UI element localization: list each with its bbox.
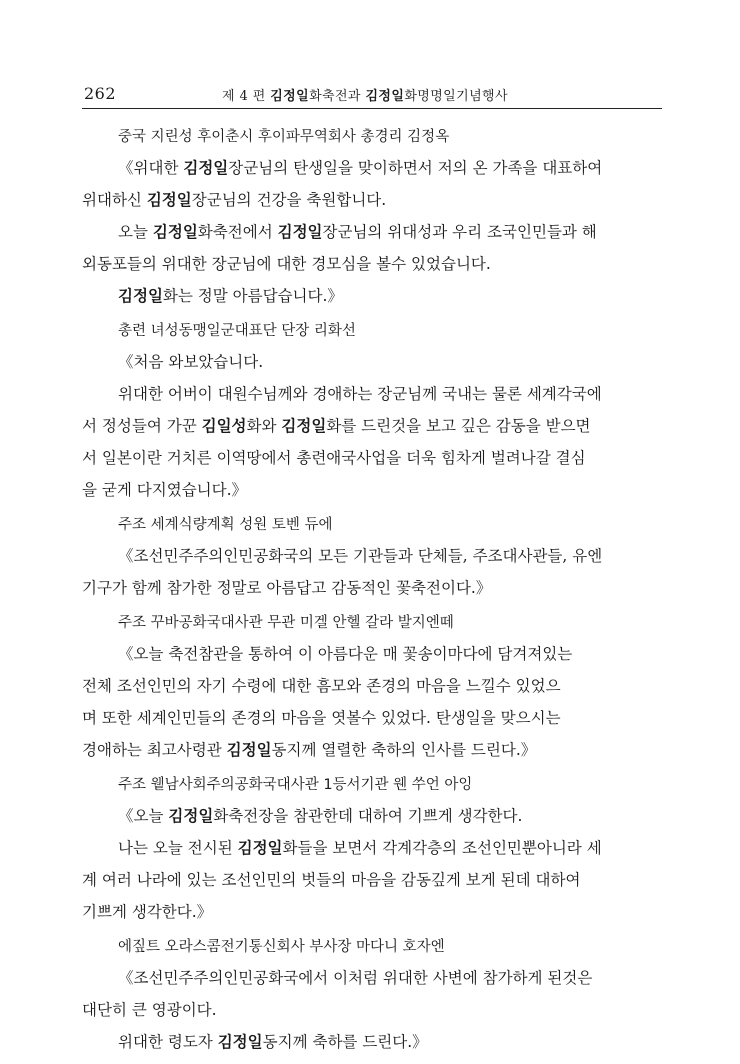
quote-line <box>82 638 662 670</box>
title-name-bold: 김정일 <box>270 89 310 104</box>
quote-text: 위대한 령도자 <box>118 1033 218 1051</box>
quote-text: 나는 오늘 전시된 <box>118 839 238 857</box>
bold-name: 김정일 <box>152 223 198 241</box>
quote-text: 장군님의 탄생일을 맞이하면서 저의 온 가족을 대표하여 <box>228 159 603 177</box>
testimonial-entry <box>82 124 662 318</box>
quote-text: 기구가 함께 참가한 정말로 아름답고 감동적인 꽃축전이다.》 <box>82 579 492 597</box>
quote-text: 위대하신 <box>82 191 147 209</box>
quote-line <box>82 702 662 734</box>
title-text: 화축전과 <box>309 89 366 104</box>
entry-spacer <box>82 1058 662 1064</box>
bold-name: 김정일 <box>118 287 163 305</box>
quote-line <box>82 540 662 572</box>
quote-text: 위대한 어버이 대원수님께와 경애하는 장군님께 국내는 물론 세계각국에 <box>118 385 602 403</box>
running-title <box>222 85 508 104</box>
title-text: 화명명일기념행사 <box>404 89 508 104</box>
quote-line <box>82 896 662 928</box>
quote-line <box>82 962 662 994</box>
page-header <box>82 84 662 109</box>
quote-text: 화축전에서 <box>197 223 278 241</box>
quote-text: 《조선민주주의인민공화국의 모든 기관들과 단체들, 주조대사관들, 유엔 <box>118 547 603 565</box>
speaker-attribution: 주조 세계식량계획 성원 토벤 듀에 <box>118 517 333 533</box>
quote-line <box>82 410 662 442</box>
quote-text: 장군님의 건강을 축원합니다. <box>191 191 387 209</box>
quote-text: 화를 드린것을 보고 깊은 감동을 받으면 <box>326 417 591 435</box>
quote-text: 화는 정말 아름답습니다.》 <box>162 287 343 305</box>
quote-line <box>82 442 662 474</box>
quote-text: 서 일본이란 거치른 이역땅에서 총련애국사업을 더욱 힘차게 벌려나갈 결심 <box>82 449 586 467</box>
quote-text: 오늘 <box>118 223 153 241</box>
quote-line <box>82 216 662 248</box>
quote-text: 화와 <box>246 417 282 435</box>
testimonial-entry <box>82 772 662 934</box>
bold-name: 김정일 <box>183 159 229 177</box>
quote-line <box>82 1026 662 1058</box>
speaker-attribution: 주조 꾸바공화국대사관 무관 미겔 안헬 갈라 발지엔떼 <box>118 615 454 631</box>
bold-name: 김정일 <box>237 839 283 857</box>
quote-text: 《오늘 축전참관을 통하여 이 아름다운 매 꽃송이마다에 담겨져있는 <box>118 645 573 663</box>
quote-text: 장군님의 위대성과 우리 조국인민들과 해 <box>322 223 597 241</box>
quote-line <box>82 864 662 896</box>
quote-text: 《위대한 <box>118 159 184 177</box>
bold-name: 김정일 <box>168 807 214 825</box>
testimonial-entry <box>82 318 662 512</box>
testimonial-entry <box>82 512 662 610</box>
quote-line <box>82 572 662 604</box>
bold-name: 김정일 <box>146 191 192 209</box>
quote-line <box>82 152 662 184</box>
quote-line <box>82 184 662 216</box>
speaker-attribution: 에짚트 오라스콤전기통신회사 부사장 마다니 호자엔 <box>118 939 445 955</box>
testimonial-entry <box>82 610 662 772</box>
quote-text: 동지께 축하를 드린다.》 <box>262 1033 428 1051</box>
quote-text: 서 정성들여 가꾼 <box>82 417 202 435</box>
quote-line <box>82 248 662 280</box>
speaker-attribution: 주조 윁남사회주의공화국대사관 1등서기관 웬 쑤언 아잉 <box>118 777 473 793</box>
quote-line <box>82 474 662 506</box>
quote-text: 《처음 와보았습니다. <box>118 353 264 371</box>
quote-text: 계 여러 나라에 있는 조선인민의 벗들의 마음을 감동깊게 보게 된데 대하여 <box>82 871 581 889</box>
quote-text: 며 또한 세계인민들의 존경의 마음을 엿볼수 있었다. 탄생일을 맞으시는 <box>82 709 561 727</box>
quote-line <box>82 280 662 312</box>
bold-name: 김일성 <box>201 417 247 435</box>
quote-text: 대단히 큰 영광이다. <box>82 1001 217 1019</box>
quote-line <box>82 670 662 702</box>
title-name-bold: 김정일 <box>365 89 405 104</box>
quote-text: 을 굳게 다지였습니다.》 <box>82 481 248 499</box>
quote-line <box>82 346 662 378</box>
quote-line <box>82 800 662 832</box>
quote-text: 화축전장을 참관한데 대하여 기쁘게 생각한다. <box>213 807 523 825</box>
page-body <box>82 124 662 1064</box>
testimonial-entry <box>82 934 662 1064</box>
quote-text: 기쁘게 생각한다.》 <box>82 903 213 921</box>
quote-line <box>82 378 662 410</box>
title-text: 제 4 편 <box>222 89 271 104</box>
bold-name: 김정일 <box>281 417 327 435</box>
bold-name: 김정일 <box>217 1033 263 1051</box>
quote-text: 《조선민주주의인민공화국에서 이처럼 위대한 사변에 참가하게 된것은 <box>118 969 593 987</box>
quote-text: 전체 조선인민의 자기 수령에 대한 흠모와 존경의 마음을 느낄수 있었으 <box>82 677 561 695</box>
quote-line <box>82 734 662 766</box>
bold-name: 김정일 <box>226 741 272 759</box>
quote-text: 화들을 보면서 각계각층의 조선인민뿐아니라 세 <box>282 839 602 857</box>
bold-name: 김정일 <box>277 223 323 241</box>
quote-text: 《오늘 <box>118 807 169 825</box>
speaker-attribution: 중국 지린성 후이춘시 후이파무역회사 총경리 김정옥 <box>118 129 450 145</box>
quote-line <box>82 832 662 864</box>
quote-text: 경애하는 최고사령관 <box>82 741 227 759</box>
quote-text: 외동포들의 위대한 장군님에 대한 경모심을 볼수 있었습니다. <box>82 255 491 273</box>
quote-line <box>82 994 662 1026</box>
page-number: 262 <box>84 84 117 103</box>
quote-text: 동지께 열렬한 축하의 인사를 드린다.》 <box>271 741 537 759</box>
speaker-attribution: 총련 녀성동맹일군대표단 단장 리화선 <box>118 323 356 339</box>
